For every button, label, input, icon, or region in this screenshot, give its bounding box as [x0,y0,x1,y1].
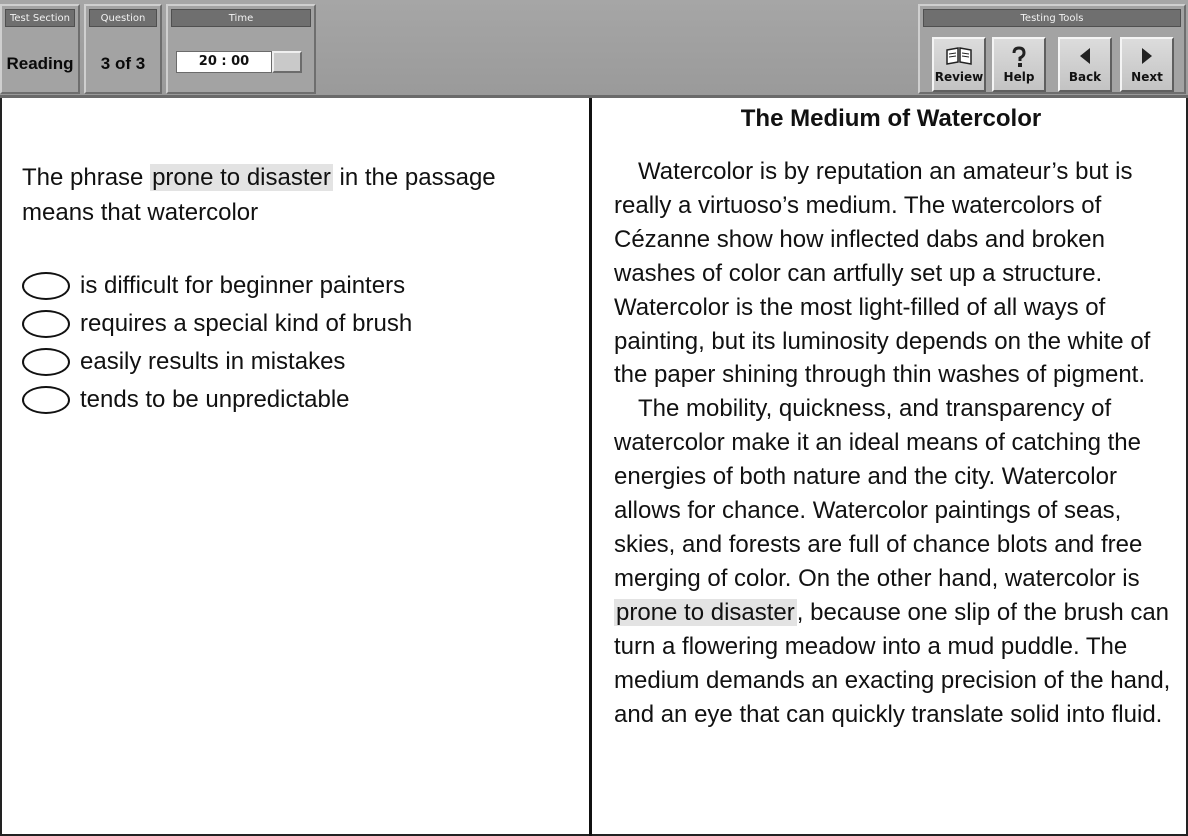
answer-choice-label: tends to be unpredictable [80,386,350,413]
answer-choice-a[interactable] [22,269,562,307]
answer-oval[interactable] [22,272,70,300]
right-arrow-icon [1140,46,1154,66]
passage-text [614,155,1174,731]
back-label: Back [1068,70,1102,84]
passage-title: The Medium of Watercolor [740,105,1042,132]
testing-tools-panel [918,4,1186,94]
passage-text-before: The mobility, quickness, and transparency of watercolor make it an ideal means of catching the energies of both nature and the city. Watercolor allows for chance. Watercolor paintings of seas, skies, and forests are full of chance blots and free merging of color. On the other hand, watercolor is [614,395,1143,592]
question-mark-icon [1009,46,1029,68]
test-section-panel [0,4,80,94]
answer-choice-c[interactable] [22,345,562,383]
question-text-after: in the passage means that watercolor [22,164,496,226]
content-area [0,98,1188,836]
answer-oval[interactable] [22,348,70,376]
timer-display: 20 : 00 [176,51,272,73]
next-label: Next [1131,70,1163,84]
testing-tools-title: Testing Tools [923,9,1181,27]
question-panel [84,4,162,94]
answer-choice-d[interactable] [22,383,562,421]
passage-text-after: , because one slip of the brush can turn a flowering meadow into a mud puddle. The medium demands an exacting precision of the hand, and an eye that can quickly translate solid into fluid. [614,598,1171,728]
help-button[interactable] [992,37,1046,92]
book-icon [945,46,973,66]
passage-paragraph-1: Watercolor is by reputation an amateur’s but is really a virtuoso’s medium. The watercolors of Cézanne show how inflected dabs and broken washes of color can artfully set up a structure. Watercolor is the most light-filled of all ways of painting, but its luminosity depends on the white of the paper shining through thin washes of pigment. [614,158,1151,389]
answer-choice-b[interactable] [22,307,562,345]
left-arrow-icon [1078,46,1092,66]
hide-time-button[interactable] [272,51,302,73]
answer-choice-label: is difficult for beginner painters [80,272,406,299]
review-button[interactable] [932,37,986,92]
answer-choices [22,269,562,421]
pane-divider [589,98,592,836]
answer-choice-label: requires a special kind of brush [80,310,413,337]
back-button[interactable] [1058,37,1112,92]
test-section-value: Reading [6,54,74,73]
next-button[interactable] [1120,37,1174,92]
question-title: Question [89,9,157,27]
answer-choice-label: easily results in mistakes [80,348,346,375]
question-text-before: The phrase [22,164,151,191]
question-highlight: prone to disaster [152,164,331,191]
answer-oval[interactable] [22,386,70,414]
question-counter: 3 of 3 [100,54,146,73]
time-title: Time [171,9,311,27]
passage-highlight: prone to disaster [616,598,795,626]
passage-paragraph-2 [614,392,1174,731]
review-label: Review [934,70,984,84]
help-label: Help [1003,70,1035,84]
answer-oval[interactable] [22,310,70,338]
toolbar [0,0,1188,98]
test-section-title: Test Section [5,9,75,27]
time-panel [166,4,316,94]
question-stem [22,160,562,230]
